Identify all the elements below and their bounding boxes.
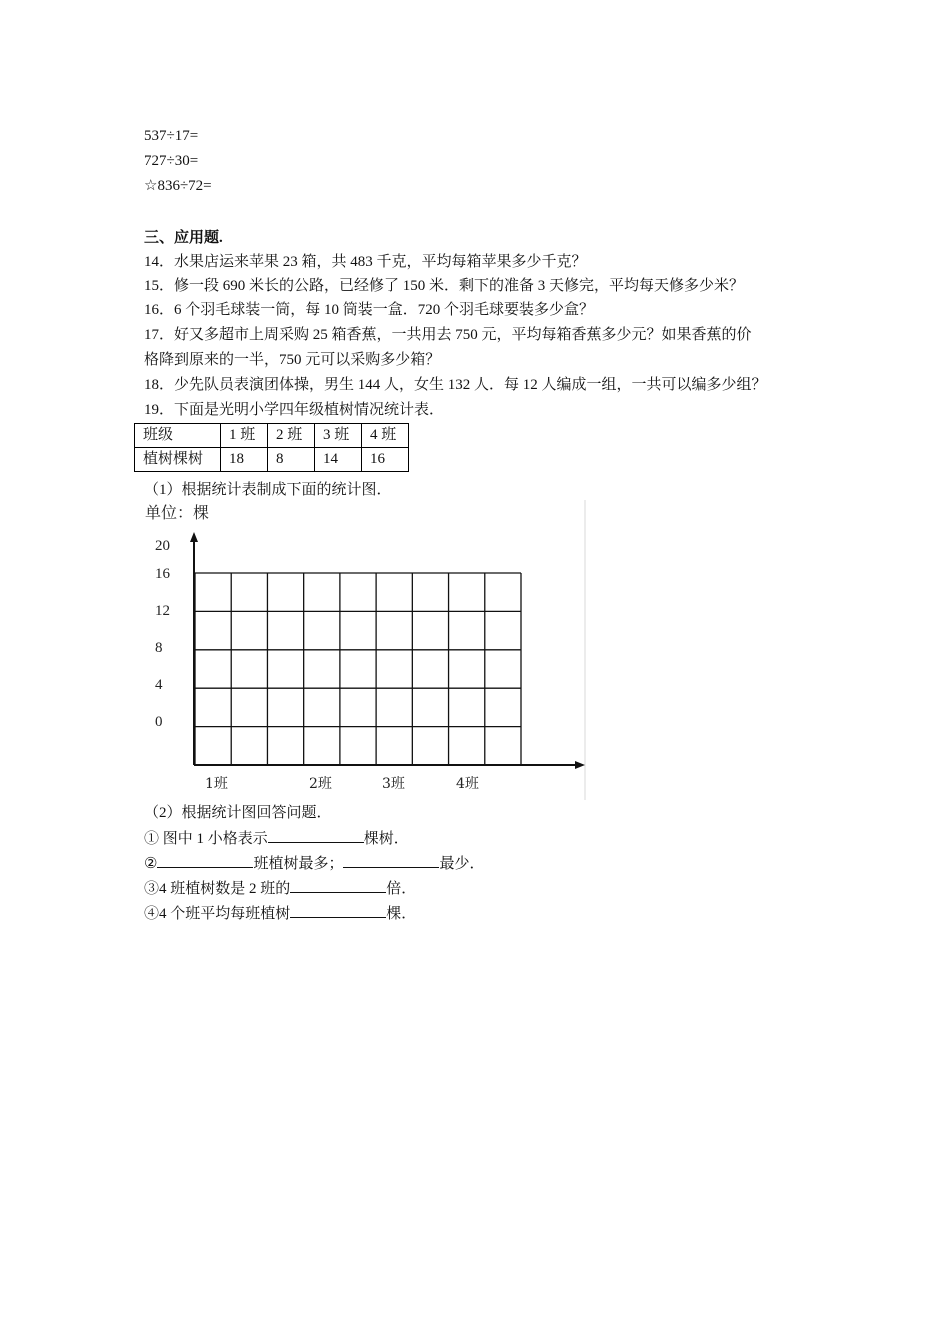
- table-cell: 3 班: [315, 424, 362, 448]
- chart-unit-label: 单位：棵: [145, 503, 210, 522]
- question-text: ④4 个班平均每班植树: [144, 906, 291, 922]
- calc-2: 727÷30=: [144, 153, 199, 169]
- part-1-instruction: （1）根据统计表制成下面的统计图．: [144, 482, 392, 498]
- y-tick-label: 16: [155, 566, 170, 582]
- table-cell: 植树棵树: [135, 448, 221, 472]
- question-text: 最少．: [439, 856, 485, 872]
- y-tick-label: 12: [155, 603, 170, 619]
- question-text: 倍．: [386, 881, 417, 897]
- question-3: [144, 878, 416, 899]
- answer-blank[interactable]: [157, 853, 253, 868]
- problem-17: 17．好又多超市上周采购 25 箱香蕉，一共用去 750 元，平均每箱香蕉多少元？如果香蕉的价: [144, 327, 752, 343]
- x-tick-label: 1班: [205, 776, 228, 792]
- question-text: 棵．: [386, 906, 417, 922]
- table-cell: 18: [221, 448, 268, 472]
- table-cell: 2 班: [268, 424, 315, 448]
- bar-chart-grid: [143, 500, 588, 800]
- table-cell: 8: [268, 448, 315, 472]
- question-text: ③4 班植树数是 2 班的: [144, 881, 291, 897]
- table-cell: 14: [315, 448, 362, 472]
- y-tick-label: 8: [155, 640, 163, 656]
- y-tick-label: 0: [155, 714, 163, 730]
- stats-table: [134, 423, 409, 472]
- table-cell: 4 班: [362, 424, 409, 448]
- question-1: [144, 828, 409, 849]
- question-4: [144, 903, 416, 924]
- problem-15: 15．修一段 690 米长的公路，已经修了 150 米．剩下的准备 3 天修完，平均每天修多少米？: [144, 278, 745, 294]
- table-row: [135, 448, 409, 472]
- x-axis-arrow-icon: [575, 761, 585, 769]
- table-cell: 16: [362, 448, 409, 472]
- question-text: 棵树．: [363, 831, 409, 847]
- table-cell: 1 班: [221, 424, 268, 448]
- table-cell: 班级: [135, 424, 221, 448]
- question-text: ① 图中 1 小格表示: [144, 831, 268, 847]
- y-axis-arrow-icon: [190, 532, 198, 542]
- question-text: ②: [144, 856, 158, 872]
- calc-1: 537÷17=: [144, 128, 199, 144]
- answer-blank[interactable]: [290, 903, 386, 918]
- y-tick-label: 20: [155, 538, 170, 554]
- problem-19: 19．下面是光明小学四年级植树情况统计表．: [144, 402, 445, 418]
- answer-blank[interactable]: [268, 828, 364, 843]
- question-text: 班植树最多；: [253, 856, 344, 872]
- problem-14: 14．水果店运来苹果 23 箱，共 483 千克，平均每箱苹果多少千克？: [144, 254, 587, 270]
- problem-16: 16．6 个羽毛球装一筒，每 10 筒装一盒．720 个羽毛球要装多少盒？: [144, 302, 595, 318]
- section-title: 三、应用题.: [144, 230, 223, 246]
- answer-blank[interactable]: [343, 853, 439, 868]
- problem-17-cont: 格降到原来的一半，750 元可以采购多少箱？: [144, 352, 441, 368]
- question-2: [144, 853, 484, 874]
- part-2-instruction: （2）根据统计图回答问题．: [144, 805, 332, 821]
- problem-18: 18．少先队员表演团体操，男生 144 人，女生 132 人．每 12 人编成一组，一共可以编多少组？: [144, 377, 767, 393]
- answer-blank[interactable]: [290, 878, 386, 893]
- calc-3: ☆836÷72=: [144, 178, 212, 194]
- x-tick-label: 4班: [456, 776, 479, 792]
- x-tick-label: 2班: [309, 776, 332, 792]
- y-tick-label: 4: [155, 677, 163, 693]
- x-tick-label: 3班: [382, 776, 405, 792]
- table-header-row: [135, 424, 409, 448]
